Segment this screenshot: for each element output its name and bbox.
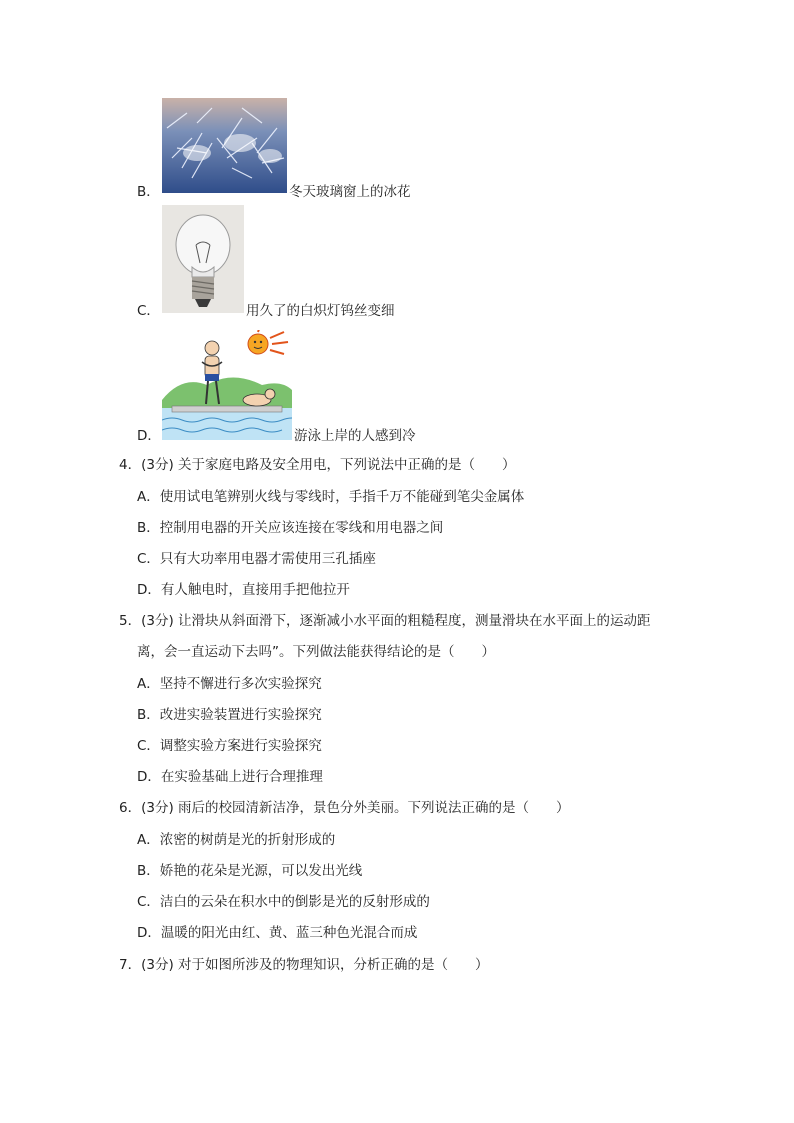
question-5-option-b: B．改进实验装置进行实验探究	[137, 707, 322, 723]
question-5-option-c: C．调整实验方案进行实验探究	[137, 738, 322, 754]
option-letter: B．	[137, 184, 160, 200]
question-5-option-d: D．在实验基础上进行合理推理	[137, 769, 323, 785]
option-letter: C．	[137, 303, 160, 319]
swimmer-image	[162, 330, 292, 440]
question-7-stem: 7．(3分) 对于如图所涉及的物理知识，分析正确的是（ ）	[119, 957, 489, 973]
question-4-option-c: C．只有大功率用电器才需使用三孔插座	[137, 551, 376, 567]
question-4-stem: 4．(3分) 关于家庭电路及安全用电，下列说法中正确的是（ ）	[119, 457, 516, 473]
option-text: 冬天玻璃窗上的冰花	[289, 184, 411, 200]
question-4-option-b: B．控制用电器的开关应该连接在零线和用电器之间	[137, 520, 444, 536]
question-5-stem-line1: 5．(3分) 让滑块从斜面滑下，逐渐减小水平面的粗糙程度，测量滑块在水平面上的运动距	[119, 613, 651, 629]
question-6-option-c: C．洁白的云朵在积水中的倒影是光的反射形成的	[137, 894, 430, 910]
option-text: 用久了的白炽灯钨丝变细	[246, 303, 395, 319]
question-6-option-a: A．浓密的树荫是光的折射形成的	[137, 832, 336, 848]
option-letter: D．	[137, 428, 161, 444]
ice-flower-image	[162, 98, 287, 193]
question-6-option-d: D．温暖的阳光由红、黄、蓝三种色光混合而成	[137, 925, 418, 941]
light-bulb-image	[162, 205, 244, 313]
option-text: 游泳上岸的人感到冷	[294, 428, 416, 444]
question-5-stem-line2: 离，会一直运动下去吗”。下列做法能获得结论的是（ ）	[137, 644, 495, 660]
question-4-option-a: A．使用试电笔辨别火线与零线时，手指千万不能碰到笔尖金属体	[137, 489, 525, 505]
question-5-option-a: A．坚持不懈进行多次实验探究	[137, 676, 322, 692]
question-6-option-b: B．娇艳的花朵是光源，可以发出光线	[137, 863, 363, 879]
question-4-option-d: D．有人触电时，直接用手把他拉开	[137, 582, 350, 598]
question-6-stem: 6．(3分) 雨后的校园清新洁净，景色分外美丽。下列说法正确的是（ ）	[119, 800, 570, 816]
